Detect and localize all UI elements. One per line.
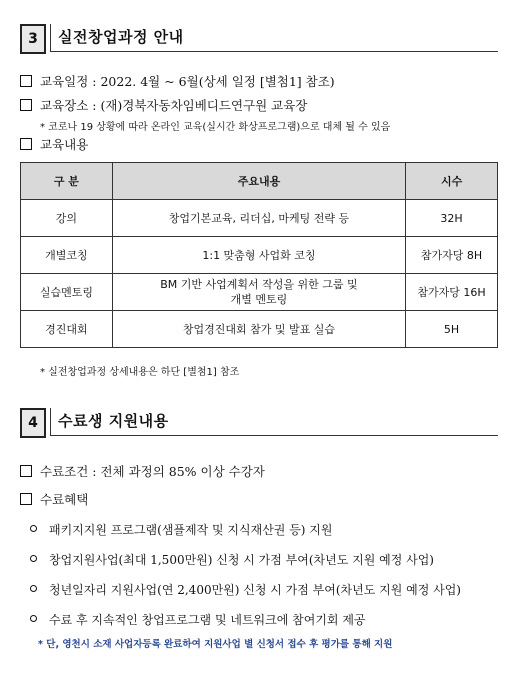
section-number: 4 bbox=[20, 408, 46, 438]
section-title: 실전창업과정 안내 bbox=[58, 28, 184, 46]
venue-text: 교육장소 : (재)경북자동차임베디드연구원 교육장 bbox=[40, 98, 308, 113]
table-row bbox=[21, 200, 498, 237]
cell-category: 실습멘토링 bbox=[21, 274, 113, 311]
benefit-text: 창업지원사업(최대 1,500만원) 신청 시 가점 부여(차년도 지원 예정 사업) bbox=[49, 553, 434, 567]
header-divider bbox=[50, 408, 51, 436]
cell-content: 창업기본교육, 리더십, 마케팅 전략 등 bbox=[112, 200, 405, 237]
checkbox-icon bbox=[20, 138, 32, 150]
list-item bbox=[30, 611, 366, 628]
cell-hours: 5H bbox=[406, 311, 498, 348]
section-title: 수료생 지원내용 bbox=[58, 412, 169, 430]
cell-content: 1:1 맞춤형 사업화 코칭 bbox=[112, 237, 405, 274]
support-footnote: * 단, 영천시 소재 사업자등록 완료하여 지원사업 별 신청서 접수 후 평가를 통해 지원 bbox=[38, 639, 393, 650]
cell-content-line-1: BM 기반 사업계획서 작성을 위한 그룹 및 bbox=[160, 278, 358, 291]
benefit-text: 수료 후 지속적인 창업프로그램 및 네트워크에 참여기회 제공 bbox=[49, 613, 366, 627]
circle-bullet-icon bbox=[30, 585, 37, 592]
table-header-row bbox=[21, 163, 498, 200]
content-line bbox=[20, 135, 88, 153]
header-divider bbox=[50, 24, 51, 52]
cell-content: 창업경진대회 참가 및 발표 실습 bbox=[112, 311, 405, 348]
venue-note: * 코로나 19 상황에 따라 온라인 교육(실시간 화상프로그램)으로 대체 될 수 있음 bbox=[40, 122, 391, 133]
header-category: 구 분 bbox=[21, 163, 113, 200]
cell-hours: 참가자당 8H bbox=[406, 237, 498, 274]
table-row bbox=[21, 274, 498, 311]
benefit-text: 패키지지원 프로그램(샘플제작 및 지식재산권 등) 지원 bbox=[49, 523, 333, 537]
checkbox-icon bbox=[20, 493, 32, 505]
checkbox-icon bbox=[20, 99, 32, 111]
cell-content bbox=[112, 274, 405, 311]
schedule-text: 교육일정 : 2022. 4월 ~ 6월(상세 일정 [별첨1] 참조) bbox=[40, 74, 335, 89]
cell-category: 강의 bbox=[21, 200, 113, 237]
benefit-text: 청년일자리 지원사업(연 2,400만원) 신청 시 가점 부여(차년도 지원 예정 사업) bbox=[49, 583, 461, 597]
list-item bbox=[30, 551, 434, 568]
table-note: * 실전창업과정 상세내용은 하단 [별첨1] 참조 bbox=[40, 367, 240, 378]
condition-text: 수료조건 : 전체 과정의 85% 이상 수강자 bbox=[40, 464, 265, 479]
circle-bullet-icon bbox=[30, 615, 37, 622]
cell-category: 경진대회 bbox=[21, 311, 113, 348]
cell-hours: 32H bbox=[406, 200, 498, 237]
cell-content-line-2: 개별 멘토링 bbox=[230, 293, 288, 306]
list-item bbox=[30, 581, 461, 598]
curriculum-table bbox=[20, 162, 498, 348]
benefits-line bbox=[20, 490, 88, 508]
schedule-line bbox=[20, 72, 335, 90]
circle-bullet-icon bbox=[30, 525, 37, 532]
header-rule bbox=[50, 435, 498, 436]
header-rule bbox=[50, 51, 498, 52]
cell-hours: 참가자당 16H bbox=[406, 274, 498, 311]
section-number: 3 bbox=[20, 24, 46, 54]
table-row bbox=[21, 311, 498, 348]
venue-line bbox=[20, 96, 307, 114]
content-label: 교육내용 bbox=[40, 137, 89, 152]
section-4-header bbox=[20, 408, 498, 436]
checkbox-icon bbox=[20, 465, 32, 477]
condition-line bbox=[20, 462, 265, 480]
checkbox-icon bbox=[20, 75, 32, 87]
list-item bbox=[30, 521, 332, 538]
circle-bullet-icon bbox=[30, 555, 37, 562]
header-content: 주요내용 bbox=[112, 163, 405, 200]
header-hours: 시수 bbox=[406, 163, 498, 200]
cell-category: 개별코칭 bbox=[21, 237, 113, 274]
table-row bbox=[21, 237, 498, 274]
section-3-header bbox=[20, 24, 498, 52]
benefits-label: 수료혜택 bbox=[40, 492, 89, 507]
